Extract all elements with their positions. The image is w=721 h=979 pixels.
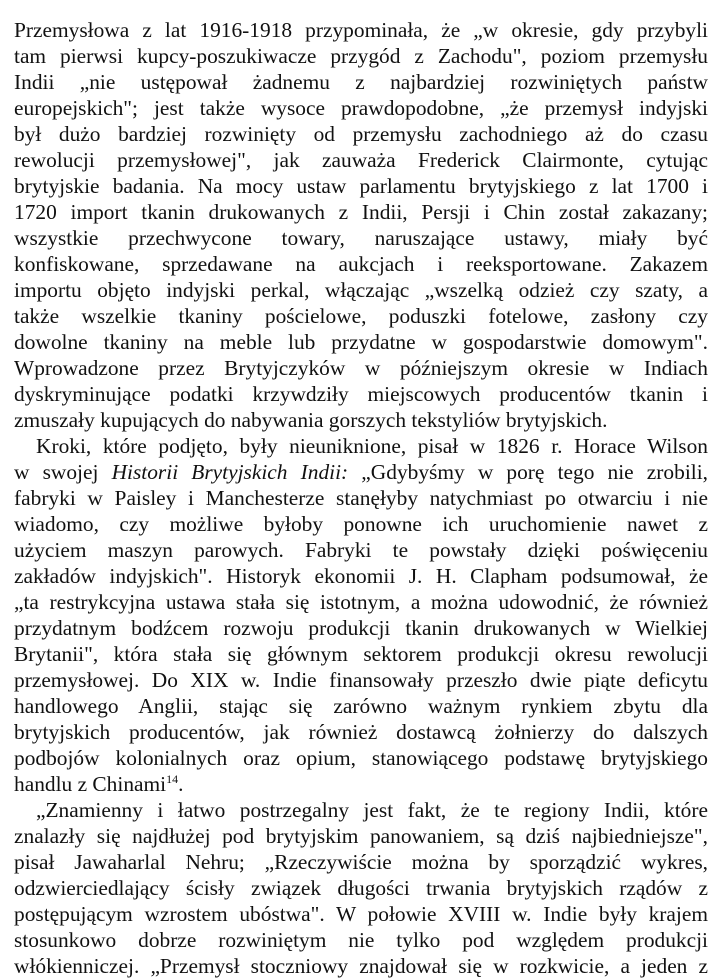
document-page [14,17,708,979]
text-run: w swojej [14,460,112,484]
book-title: Historii Brytyjskich Indii: [111,460,349,484]
text-line [14,771,708,797]
text-line: postępującym wzrostem ubóstwa". W połowie XVIII w. Indie były krajem [14,902,708,926]
footnote-reference[interactable]: 14 [166,772,179,786]
text-line: 1720 import tkanin drukowanych z Indii, Persji i Chin został zakazany; [14,200,708,224]
text-line: zmuszały kupujących do nabywania gorszych tekstyliów brytyjskich. [14,408,608,432]
text-line: przydatnym bodźcem rozwoju produkcji tkanin drukowanych w Wielkiej [14,616,708,640]
text-line: handlowego Anglii, stając się zarówno ważnym rynkiem zbytu dla [14,694,708,718]
text-run: „Gdybyśmy w porę tego nie zrobili, [348,460,708,484]
text-line: konfiskowane, sprzedawane na aukcjach i reeksportowane. Zakazem [14,252,708,276]
text-line: brytyjskich producentów, jak również dostawcą żołnierzy do dalszych [14,720,708,744]
text-line: Kroki, które podjęto, były nieuniknione, pisał w 1826 r. Horace Wilson [36,434,708,458]
paragraph-2 [14,433,708,797]
text-line: był dużo bardziej rozwinięty od przemysłu zachodniego aż do czasu [14,122,708,146]
text-line: Przemysłowa z lat 1916-1918 przypominała, że „w okresie, gdy przybyli [14,18,708,42]
text-line: Indii „nie ustępował żadnemu z najbardziej rozwiniętych państw [14,70,708,94]
text-line: wiadomo, czy możliwe byłoby ponowne ich uruchomienie nawet z [14,512,708,536]
text-line: „ta restrykcyjna ustawa stała się istotnym, a można udowodnić, że również [14,590,708,614]
text-line: wszystkie przechwycone towary, naruszające ustawy, miały być [14,226,708,250]
text-line: odzwierciedlający ścisły związek długości trwania brytyjskich rządów z [14,876,708,900]
text-line: tam pierwsi kupcy-poszukiwacze przygód z Zachodu", poziom przemysłu [14,44,708,68]
paragraph-1 [14,17,708,433]
text-line: importu objęto indyjski perkal, włączając „wszelką odzież czy szaty, a [14,278,708,302]
text-line: stosunkowo dobrze rozwiniętym nie tylko pod względem produkcji [14,928,708,952]
text-line: dyskryminujące podatki krzywdziły miejscowych producentów tkanin i [14,382,708,406]
text-line: użyciem maszyn parowych. Fabryki te powstały dzięki poświęceniu [14,538,708,562]
paragraph-3 [14,797,708,979]
text-line: podbojów kolonialnych oraz opium, stanowiącego podstawę brytyjskiego [14,746,708,770]
text-line: zakładów indyjskich". Historyk ekonomii J. H. Clapham podsumował, że [14,564,708,588]
text-line: Brytanii", która stała się głównym sektorem produkcji okresu rewolucji [14,642,708,666]
text-line: „Znamienny i łatwo postrzegalny jest fakt, że te regiony Indii, które [36,798,708,822]
text-line: dowolne tkaniny na meble lub przydatne w gospodarstwie domowym". [14,330,708,354]
text-line: fabryki w Paisley i Manchesterze stanęłyby natychmiast po otwarciu i nie [14,486,708,510]
text-run: handlu z Chinami [14,772,167,796]
text-line: także wszelkie tkaniny pościelowe, poduszki fotelowe, zasłony czy [14,304,708,328]
text-line: europejskich"; jest także wysoce prawdopodobne, „że przemysł indyjski [14,96,708,120]
text-line: włókienniczej. „Przemysł stoczniowy znajdował się w rozkwicie, a jeden z [14,954,708,978]
text-run: . [178,772,184,796]
text-line: przemysłowej. Do XIX w. Indie finansowały przeszło dwie piąte deficytu [14,668,708,692]
text-line: pisał Jawaharlal Nehru; „Rzeczywiście można by sporządzić wykres, [14,850,708,874]
text-line: rewolucji przemysłowej", jak zauważa Frederick Clairmonte, cytując [14,148,708,172]
text-line: brytyjskie badania. Na mocy ustaw parlamentu brytyjskiego z lat 1700 i [14,174,708,198]
text-line: znalazły się najdłużej pod brytyjskim panowaniem, są dziś najbiedniejsze", [14,824,708,848]
text-line [14,459,708,485]
text-line: Wprowadzone przez Brytyjczyków w późniejszym okresie w Indiach [14,356,708,380]
